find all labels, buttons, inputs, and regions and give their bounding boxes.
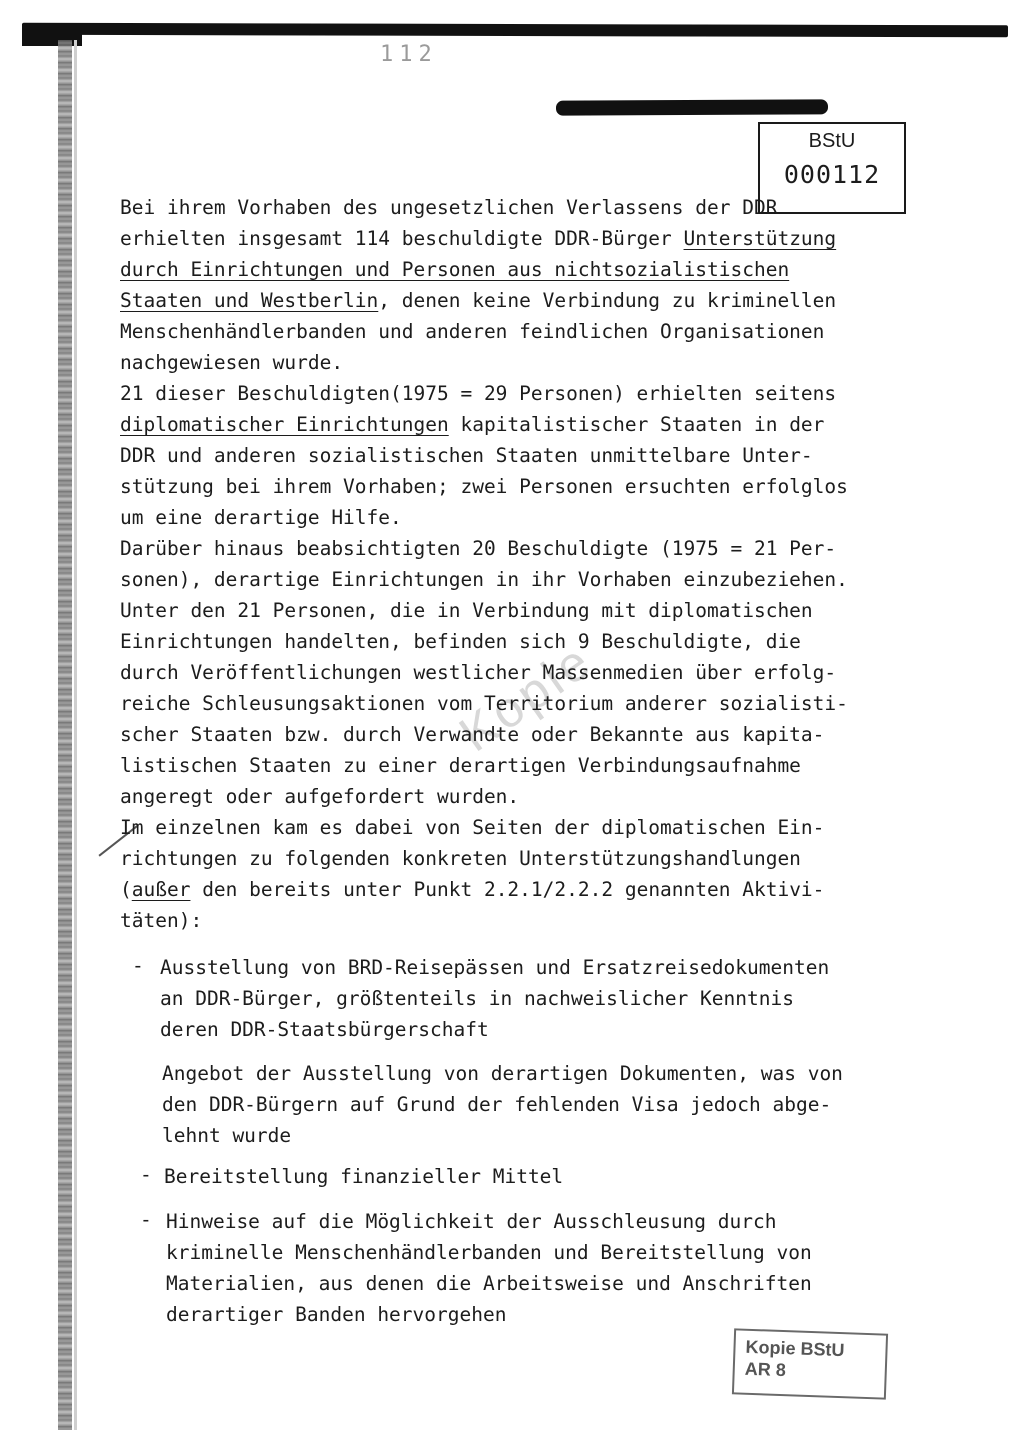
copy-stamp bbox=[732, 1328, 888, 1399]
text-line: sonen), derartige Einrichtungen in ihr Vorhaben einzubeziehen. bbox=[120, 568, 848, 591]
text-line: um eine derartige Hilfe. bbox=[120, 506, 402, 529]
list-item-line: Angebot der Ausstellung von derartigen Dokumenten, was von bbox=[162, 1062, 843, 1085]
scan-edge-corner bbox=[22, 24, 82, 46]
text-line: Unter den 21 Personen, die in Verbindung mit diplomatischen bbox=[120, 599, 813, 622]
redaction-bar bbox=[556, 99, 828, 115]
list-item-line: an DDR-Bürger, größtenteils in nachweislicher Kenntnis bbox=[160, 987, 794, 1010]
page-number: 112 bbox=[380, 42, 438, 67]
text-line: durch Veröffentlichungen westlicher Massenmedien über erfolg- bbox=[120, 661, 837, 684]
list-item-line: Hinweise auf die Möglichkeit der Ausschleusung durch bbox=[166, 1210, 777, 1233]
text-span: erhielten insgesamt 114 beschuldigte DDR-Bürger bbox=[120, 227, 684, 250]
text-line: Einrichtungen handelten, befinden sich 9 Beschuldigte, die bbox=[120, 630, 801, 653]
text-line: stützung bei ihrem Vorhaben; zwei Personen ersuchten erfolglos bbox=[120, 475, 848, 498]
text-line: scher Staaten bzw. durch Verwandte oder Bekannte aus kapita- bbox=[120, 723, 825, 746]
text-line: angeregt oder aufgefordert wurden. bbox=[120, 785, 520, 808]
scan-edge-top bbox=[22, 23, 1008, 38]
text-span: den bereits unter Punkt 2.2.1/2.2.2 genannten Aktivi- bbox=[190, 878, 825, 901]
archive-number: 000112 bbox=[783, 160, 881, 189]
text-line: reiche Schleusungsaktionen vom Territorium anderer sozialisti- bbox=[120, 692, 848, 715]
text-line: Im einzelnen kam es dabei von Seiten der diplomatischen Ein- bbox=[120, 816, 825, 839]
scan-edge-left-highlight bbox=[74, 40, 77, 1430]
text-line: 21 dieser Beschuldigten(1975 = 29 Personen) erhielten seitens bbox=[120, 382, 837, 405]
list-item-line: den DDR-Bürgern auf Grund der fehlenden Visa jedoch abge- bbox=[162, 1093, 832, 1116]
text-line: Darüber hinaus beabsichtigten 20 Beschuldigte (1975 = 21 Per- bbox=[120, 537, 837, 560]
text-line: täten): bbox=[120, 909, 203, 932]
text-span: , denen keine Verbindung zu kriminellen bbox=[378, 289, 837, 312]
stamp-text: Kopie BStU bbox=[745, 1336, 845, 1361]
underlined-line: durch Einrichtungen und Personen aus nichtsozialistischen bbox=[120, 258, 790, 281]
underlined-text: diplomatischer Einrichtungen bbox=[120, 413, 449, 436]
underlined-text: Unterstützung bbox=[683, 227, 837, 250]
archive-label: BStU bbox=[808, 130, 856, 152]
text-line: Bei ihrem Vorhaben des ungesetzlichen Verlassens der DDR bbox=[120, 196, 778, 219]
list-item-line: Materialien, aus denen die Arbeitsweise und Anschriften bbox=[166, 1272, 812, 1295]
underlined-text: außer bbox=[131, 878, 191, 901]
text-line bbox=[120, 876, 910, 904]
text-line bbox=[120, 411, 910, 439]
watermark: Kopie bbox=[449, 631, 603, 763]
list-bullet: - bbox=[140, 1208, 152, 1231]
text-line: nachgewiesen wurde. bbox=[120, 351, 344, 374]
list-item-line: lehnt wurde bbox=[162, 1124, 292, 1147]
text-line: Menschenhändlerbanden und anderen feindlichen Organisationen bbox=[120, 320, 825, 343]
list-item-line: Bereitstellung finanzieller Mittel bbox=[164, 1165, 564, 1188]
list-item-line: kriminelle Menschenhändlerbanden und Bereitstellung von bbox=[166, 1241, 812, 1264]
stamp-text: AR 8 bbox=[744, 1358, 787, 1381]
text-line bbox=[120, 287, 910, 315]
scan-edge-left bbox=[58, 40, 72, 1430]
list-bullet: - bbox=[132, 954, 144, 977]
list-bullet: - bbox=[140, 1163, 152, 1186]
list-item-line: Ausstellung von BRD-Reisepässen und Ersatzreisedokumenten bbox=[160, 956, 830, 979]
text-line: richtungen zu folgenden konkreten Unterstützungshandlungen bbox=[120, 847, 801, 870]
list-item-line: deren DDR-Staatsbürgerschaft bbox=[160, 1018, 489, 1041]
text-line: listischen Staaten zu einer derartigen Verbindungsaufnahme bbox=[120, 754, 801, 777]
text-line: DDR und anderen sozialistischen Staaten unmittelbare Unter- bbox=[120, 444, 813, 467]
text-span: ( bbox=[120, 878, 132, 901]
underlined-text: Staaten und Westberlin bbox=[120, 289, 379, 312]
text-line bbox=[120, 225, 910, 253]
text-span: kapitalistischer Staaten in der bbox=[448, 413, 825, 436]
list-item-line: derartiger Banden hervorgehen bbox=[166, 1303, 507, 1326]
